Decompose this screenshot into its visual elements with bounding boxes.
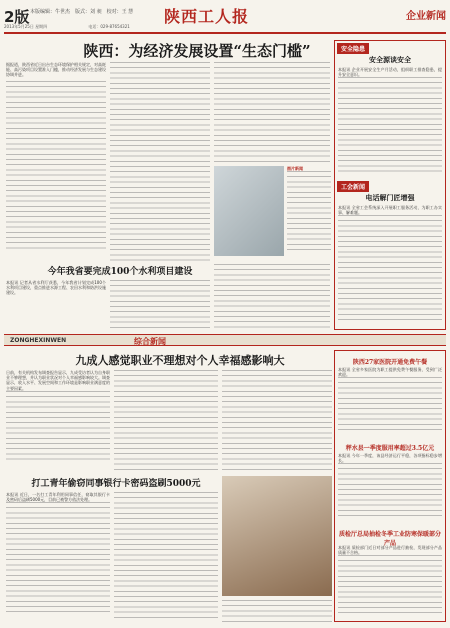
sidebar2-lines3 xyxy=(338,555,442,613)
photo-caption-text: 图片新闻 xyxy=(287,166,303,171)
sidebar-label: 安全隐患 xyxy=(337,43,369,54)
section-title: 企业新闻 xyxy=(406,11,446,22)
story2-lines xyxy=(6,391,110,461)
lead-article-col3 xyxy=(214,62,330,162)
lead-article-col2 xyxy=(110,62,210,262)
story3-lines xyxy=(6,502,110,612)
sidebar2-body1: 本报讯 全省多家医院为职工提供免费午餐服务，受到广泛欢迎。 xyxy=(338,367,442,378)
sidebar-lines1 xyxy=(338,77,442,172)
section-band xyxy=(4,334,446,346)
lead-article-body: 据报道，陕西省近日出台生态环境保护相关规定，对高耗能、高污染项目设置准入门槛，推动经济发展与生态建设协调并进。 xyxy=(6,62,106,78)
page-number: 2版 xyxy=(4,8,30,26)
section-band-english: ZONGHEXINWEN xyxy=(10,337,67,344)
sidebar-body2: 本报讯 全省工会系统深入开展职工服务活动，为职工办实事、解难题。 xyxy=(338,205,442,216)
story3-col2 xyxy=(114,492,218,622)
contact-info: 电话：029-87654321 xyxy=(88,24,130,29)
sidebar2-article2 xyxy=(338,453,442,523)
sidebar2 xyxy=(334,350,446,622)
sidebar-headline1: 安全源谈安全 xyxy=(369,55,411,64)
news1-col1 xyxy=(6,280,106,330)
sidebar-article1 xyxy=(338,67,442,177)
lead-headline: 陕西：为经济发展设置“生态门槛” xyxy=(83,42,311,60)
page-header xyxy=(4,4,446,34)
sidebar xyxy=(334,40,446,330)
story2-col2 xyxy=(114,370,218,470)
lead-article-col1 xyxy=(6,62,106,262)
sidebar2-lines1 xyxy=(338,377,442,432)
masthead: 陕西工人报 xyxy=(164,7,250,26)
issue-date: 2013年5月25日 星期四 xyxy=(4,24,48,29)
sidebar-headline2: 电话解门匠增强 xyxy=(365,193,415,202)
feature-photo xyxy=(222,476,332,596)
sidebar2-article3 xyxy=(338,545,442,619)
news1-body: 本报讯 记者从省水利厅获悉，今年我省计划完成100个水利项目建设，重点推进水源工程、农田水利和防洪设施建设。 xyxy=(6,280,106,296)
story2-headline: 九成人感觉职业不理想对个人幸福感影响大 xyxy=(75,354,285,367)
photo-caption xyxy=(287,166,331,256)
sidebar2-body2: 本报讯 今年一季度，该县经济运行平稳，各项指标稳步增长。 xyxy=(338,453,442,464)
story2-body: 日前，有关机构发布调查报告显示，九成受访者认为自身职业不够理想，并认为职业状况对个人幸福感影响较大。调查显示，收入水平、发展空间和工作环境是影响职业满意度的主要因素。 xyxy=(6,370,110,391)
news1-col2 xyxy=(110,280,210,330)
story2-col1 xyxy=(6,370,110,470)
editor-credits: 本版编辑：牛世杰 版式：刘 昶 校对：王 慧 xyxy=(30,9,134,15)
sidebar2-body3: 本报讯 质检部门近日对部分产品进行抽检，发现部分产品质量不合格。 xyxy=(338,545,442,556)
section-band-label: 综合新闻 xyxy=(134,336,166,346)
story2-col3 xyxy=(222,370,332,470)
news1-headline: 今年我省要完成100个水利项目建设 xyxy=(47,267,193,277)
story3-body: 本报讯 近日，一名打工青年利用同事信任，窃取其银行卡及密码后盗刷5000元，目前已被警方依法处理。 xyxy=(6,492,110,503)
sidebar-body1: 本报讯 企业开展安全生产月活动，组织职工排查隐患，提升安全意识。 xyxy=(338,67,442,78)
news-photo xyxy=(214,166,284,256)
caption-lines xyxy=(287,171,331,251)
news1-col3 xyxy=(214,264,330,330)
sidebar2-lines2 xyxy=(338,463,442,518)
story3-col1 xyxy=(6,492,110,622)
sidebar-lines2 xyxy=(338,215,442,320)
feature-caption xyxy=(222,600,332,622)
sidebar2-headline2: 秤水县一季度服用率超过3.5亿元 xyxy=(345,445,435,452)
sidebar2-headline1: 陕西27家医院开通免费午餐 xyxy=(352,359,428,366)
sidebar2-headline3: 质检厅总局抽检冬季工业防寒保暖部分产品 xyxy=(338,531,441,547)
story3-headline: 打工青年偷窃同事银行卡密码盗刷5000元 xyxy=(31,479,201,489)
sidebar2-article1 xyxy=(338,367,442,437)
sidebar-article2 xyxy=(338,205,442,325)
text-lines xyxy=(6,81,106,251)
sidebar-label2: 工会新闻 xyxy=(337,181,369,192)
dateline xyxy=(4,24,446,30)
